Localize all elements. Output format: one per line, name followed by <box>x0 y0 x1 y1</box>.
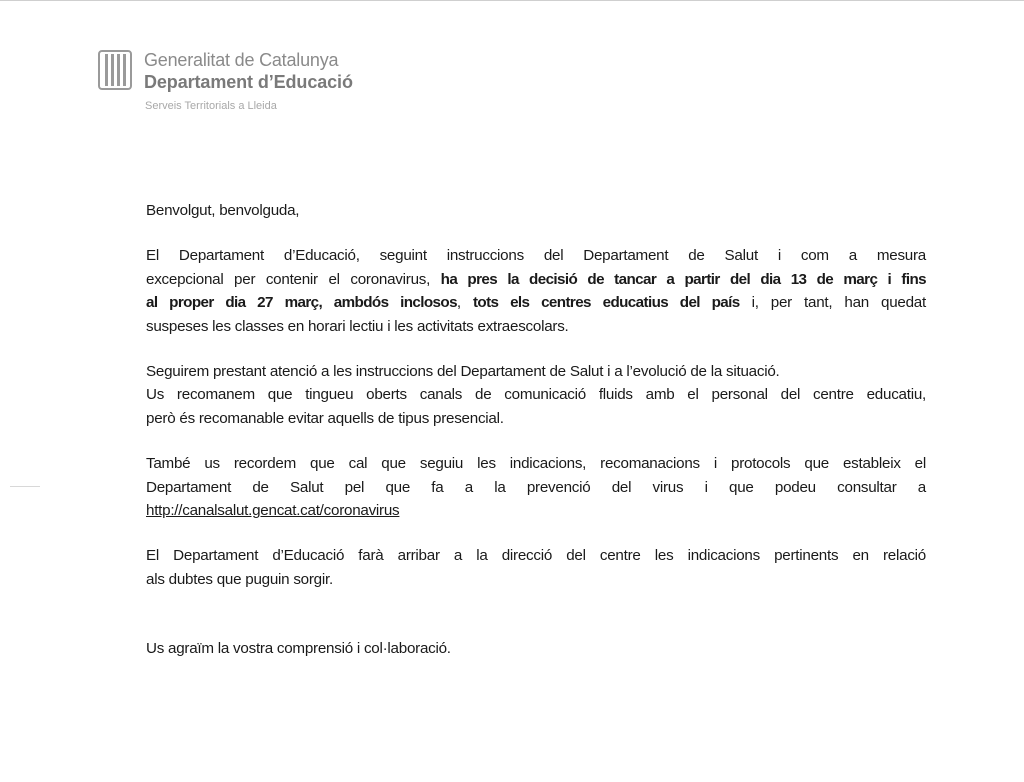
letter-line <box>146 201 926 221</box>
text: però és recomanable evitar aquells de tipus presencial. <box>146 410 504 427</box>
text: Departament de Salut pel que fa a la prevenció del virus i que podeu consultar a <box>146 479 926 496</box>
letter-line <box>146 409 926 429</box>
text: Us recomanem que tingueu oberts canals de comunicació fluids amb el personal del centre educatiu, <box>146 386 926 403</box>
top-border <box>0 0 1024 1</box>
text: excepcional per contenir el coronavirus, <box>146 271 441 288</box>
text: També us recordem que cal que seguiu les indicacions, recomanacions i protocols que estableix el <box>146 455 926 472</box>
letter-line <box>146 362 926 382</box>
letter-line <box>146 293 926 313</box>
letter-line <box>146 501 926 521</box>
letter-line <box>146 546 926 566</box>
text: El Departament d’Educació, seguint instruccions del Departament de Salut i com a mesura <box>146 247 926 264</box>
letter-line <box>146 317 926 337</box>
coronavirus-link[interactable]: http://canalsalut.gencat.cat/coronavirus <box>146 502 400 519</box>
text: suspeses les classes en horari lectiu i les activitats extraescolars. <box>146 318 569 335</box>
text: als dubtes que puguin sorgir. <box>146 571 333 588</box>
generalitat-logo-icon <box>98 50 132 90</box>
text: El Departament d’Educació farà arribar a la direcció del centre les indicacions pertinents en relació <box>146 547 926 564</box>
text: Benvolgut, benvolguda, <box>146 202 300 219</box>
margin-mark <box>10 486 40 487</box>
territorial-service: Serveis Territorials a Lleida <box>145 100 277 112</box>
letter-line <box>146 270 926 290</box>
department-name: Departament d’Educació <box>144 72 353 92</box>
letter-line <box>146 385 926 405</box>
letter-line <box>146 639 926 659</box>
text: Seguirem prestant atenció a les instruccions del Departament de Salut i a l’evolució de la situació. <box>146 363 780 380</box>
bold-text: tots els centres educatius del país <box>472 294 740 311</box>
bold-text: al proper dia 27 març, ambdós inclosos <box>146 294 457 311</box>
text: , <box>456 294 473 311</box>
letter-line <box>146 570 926 590</box>
letter-line <box>146 246 926 266</box>
bold-text: ha pres la decisió de tancar a partir del dia 13 de març i fins <box>440 271 926 288</box>
letter-line <box>146 478 926 498</box>
text: Us agraïm la vostra comprensió i col·laboració. <box>146 640 451 657</box>
letter-line <box>146 454 926 474</box>
org-name: Generalitat de Catalunya <box>144 50 339 70</box>
text: i, per tant, han quedat <box>739 294 926 311</box>
